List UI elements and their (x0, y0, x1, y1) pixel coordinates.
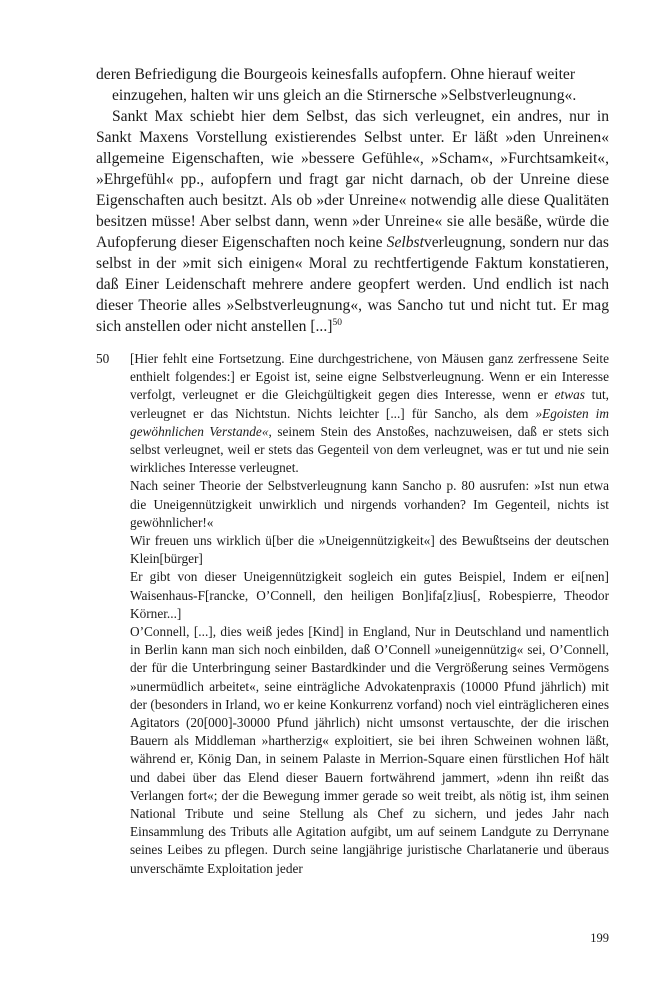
text-span: [Hier fehlt eine Fortsetzung. Eine durchgestrichene, von Mäusen ganz zerfressene Seite enthielt folgendes:] er Egoist ist, seine eigne Selbstverleugnung. Wenn er ein Interesse verfolgt, verleugnet er die Gleichgültigkeit gegen dies Interesse, wenn er (130, 351, 609, 403)
footnote (96, 350, 609, 878)
text-span: tut, verleugnet er das Nichtstun. Nichts leichter [...] für Sancho, als dem (130, 387, 610, 421)
page-number: 199 (590, 931, 609, 945)
footnote-paragraph: Wir freuen uns wirklich ü[ber die »Uneigennützigkeit«] des Bewußtseins der deutschen Klein[bürger] (130, 533, 609, 567)
footnote-ref: 50 (332, 318, 342, 328)
emphasis: etwas (554, 387, 585, 403)
footnote-body (130, 350, 609, 878)
emphasis: Selbst (386, 234, 424, 251)
footnote-paragraph: Nach seiner Theorie der Selbstverleugnung kann Sancho p. 80 ausrufen: »Ist nun etwa die Uneigennützigkeit unwirklich und nirgends vorhanden? Im Gegenteil, nichts ist gewöhnlicher!« (130, 478, 609, 530)
paragraph: deren Befriedigung die Bourgeois keinesfalls aufopfern. Ohne hierauf weiter (96, 66, 576, 83)
emphasis: »Egoisten im gewöhnlichen Verstande« (130, 405, 609, 439)
footnote-paragraph: Er gibt von dieser Uneigennützigkeit sogleich ein gutes Beispiel, Indem er ei[nen] Waisenhaus-F[rancke, O’Connell, den heiligen Bon]ifa[z]ius[, Robespierre, Theodor Körner...] (130, 569, 609, 621)
paragraph (96, 106, 609, 337)
footnote-number: 50 (96, 351, 110, 366)
paragraph: einzugehen, halten wir uns gleich an die Stirnersche »Selbstverleugnung«. (112, 87, 577, 104)
text-span: Sankt Max schiebt hier dem Selbst, das sich verleugnet, ein andres, nur in Sankt Maxens Vorstellung existierendes Selbst unter. Er läßt »den Unreinen« allgemeine Eigenschaften, wie »bessere Gefühle«, »Scham«, »Furchtsamkeit«, »Ehrgefühl« pp., aufopfern und fragt gar nicht darnach, ob der Unreine diese Eigenschaften auch besitzt. Als ob »der Unreine« notwendig alle diese Qualitäten besitzen müsse! Aber selbst dann, wenn »der Unreine« sie alle besäße, würde die Aufopferung dieser Eigenschaften noch keine (96, 108, 609, 251)
text-span: verleugnung, sondern nur das selbst in der »mit sich einigen« Moral zu rechtfertigende Faktum konstatieren, daß Einer Leidenschaft mehrere andere geopfert werden. Und endlich ist nach dieser Theorie alles »Selbstverleugnung«, was Sancho tut und nicht tut. Er mag sich anstellen oder nicht anstellen [...] (96, 234, 609, 335)
footnote-paragraph: O’Connell, [...], dies weiß jedes [Kind] in England, Nur in Deutschland und namentlich in Berlin kann man sich noch einbilden, daß O’Connell »uneigennützig« sei, O’Connell, der für die Unterbringung seiner Bastardkinder und die Vergrößerung seines Vermögens »unermüdlich arbeitet«, seine einträgliche Advokatenpraxis (10000 Pfund jährlich) mit der (besonders in Irland, wo er keine Konkurrenz vorfand) noch viel einträglicheren eines Agitators (20[000]-30000 Pfund jährlich) nicht umsonst vertauschte, der die irischen Bauern als Middleman »hartherzig« exploitiert, sie bei ihren Schweinen wohnen läßt, während er, König Dan, in seinem Palaste in Merrion-Square einen fürstlichen Hof hält und dabei über das Elend dieser Bauern fortwährend jammert, »denn ihn reißt das Verlangen fort«; der die Bewegung immer gerade so weit treibt, als nötig ist, ihm seinen National Tribute und seine Stellung als Chef zu sichern, und jedes Jahr nach Einsammlung des Tributs alle Agitation aufgibt, um auf seinem Landgute zu Derrynane seines Leibes zu pflegen. Durch seine langjährige juristische Charlatanerie und überaus unverschämte Exploitation jeder (130, 624, 609, 876)
text-span: , seinem Stein des Anstoßes, nachzuweisen, daß er stets sich selbst verleugnet, weil er stets das Gegenteil von dem verleugnet, was er tut und nie sein wirkliches Interesse verleugnet. (130, 423, 609, 476)
footnote-paragraph (130, 350, 609, 477)
main-text (96, 64, 609, 337)
